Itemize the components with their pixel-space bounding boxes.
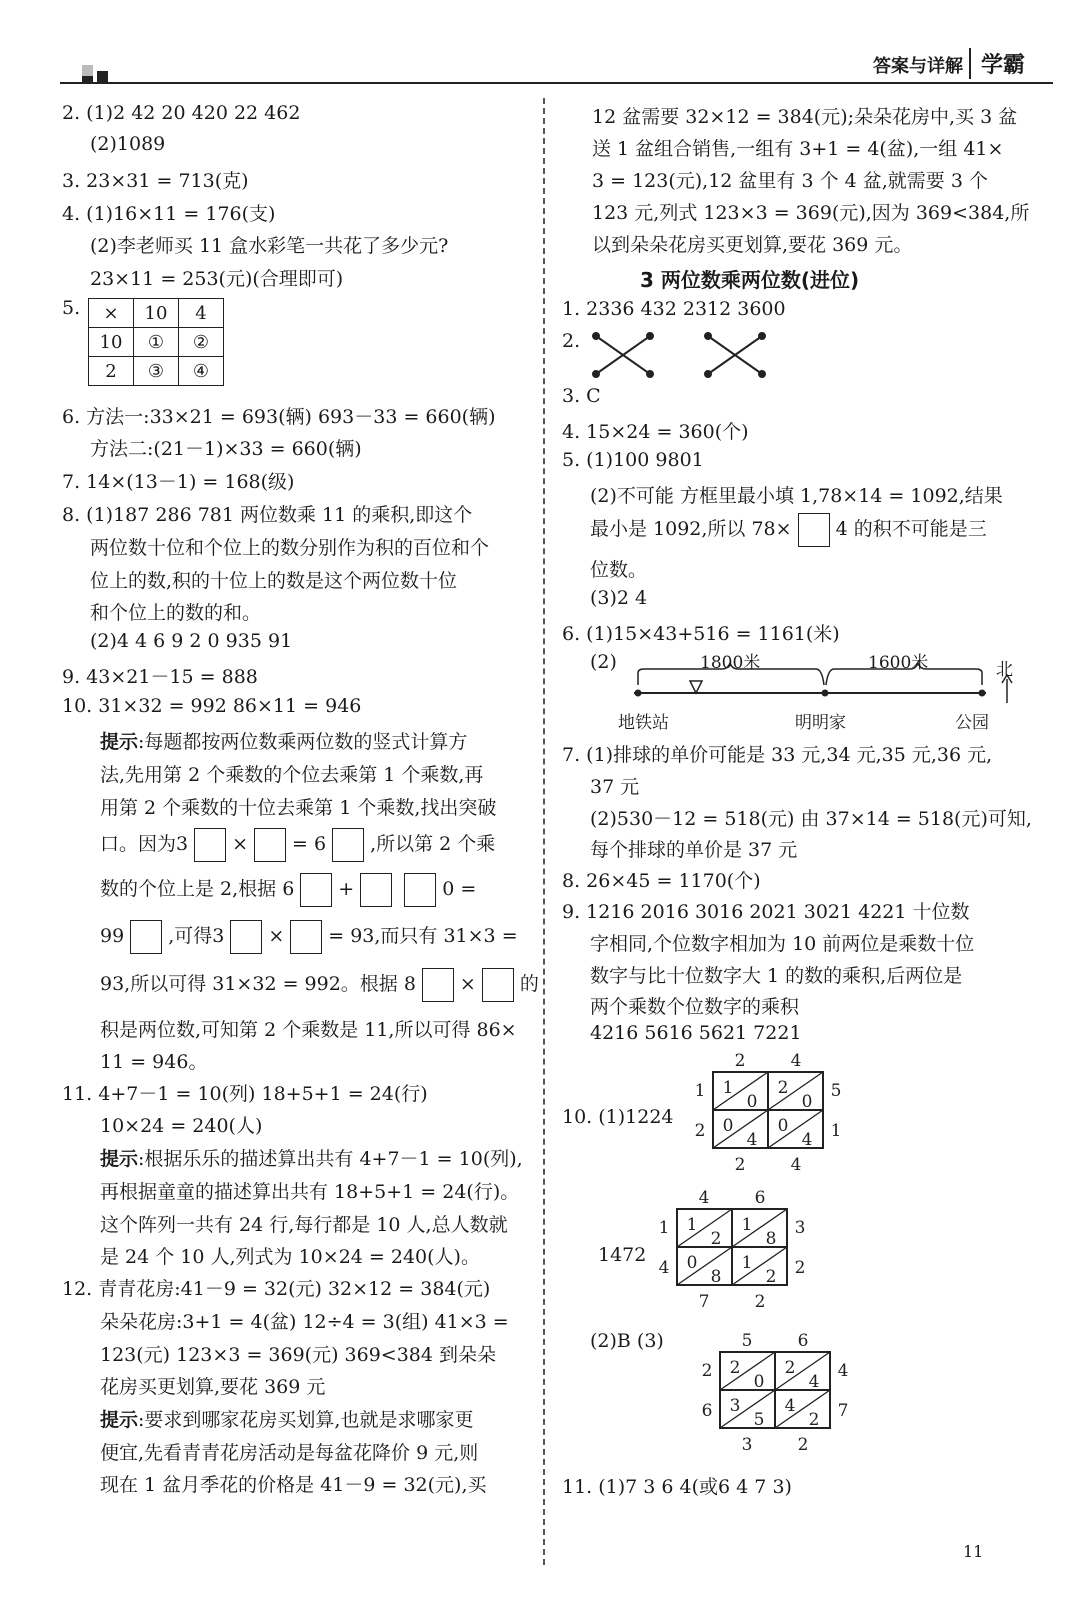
hint-text: ×	[459, 973, 476, 995]
table-cell: 2	[89, 357, 134, 386]
lattice-digit: 1	[741, 1215, 753, 1235]
answer-r10-2: (2)B (3)	[590, 1330, 664, 1352]
answer-2-1: 2. (1)2 42 20 420 22 462	[62, 102, 301, 124]
table-cell: ③	[134, 357, 179, 386]
lattice-digit: 4	[837, 1361, 849, 1381]
hint-text: 数的个位上是 2,根据 6	[100, 878, 295, 900]
route-distance-1: 1800米	[700, 653, 761, 673]
hint-text: ×	[268, 925, 285, 947]
lattice-digit: 5	[753, 1410, 765, 1430]
blank-box	[300, 873, 332, 907]
continued-line-3: 3 = 123(元),12 盆里有 3 个 4 盆,就需要 3 个	[592, 170, 988, 192]
answer-4-1: 4. (1)16×11 = 176(支)	[62, 203, 276, 225]
answer-8-4: 和个位上的数的和。	[90, 602, 262, 624]
lattice-digit: 6	[797, 1331, 809, 1351]
table-cell: 4	[179, 299, 224, 328]
matching-lines-diagram	[590, 330, 780, 380]
lattice-digit: 8	[765, 1229, 777, 1249]
lattice-digit: 0	[801, 1092, 813, 1112]
blank-box	[130, 920, 162, 954]
lattice-digit: 3	[729, 1396, 741, 1416]
section-title: 3 两位数乘两位数(进位)	[640, 268, 860, 292]
page-number: 11	[963, 1542, 984, 1561]
answer-8-3: 位上的数,积的十位上的数是这个两位数十位	[90, 570, 458, 592]
answer-5-number: 5.	[62, 297, 81, 319]
lattice-digit: 1	[686, 1215, 698, 1235]
answer-r6-1: 6. (1)15×43+516 = 1161(米)	[562, 623, 840, 645]
blank-box	[798, 513, 830, 547]
lattice-digit: 7	[837, 1401, 849, 1421]
blank-box	[254, 828, 286, 862]
answer-r10-1472: 1472	[598, 1244, 647, 1266]
lattice-grid-3	[695, 1330, 855, 1460]
answer-r5-4: 位数。	[590, 559, 648, 581]
lattice-digit: 4	[790, 1051, 802, 1071]
answer-r9-2: 字相同,个位数字相加为 10 前两位是乘数十位	[590, 933, 975, 955]
lattice-digit: 8	[710, 1267, 722, 1287]
answer-3: 3. 23×31 = 713(克)	[62, 170, 249, 192]
hint-text: +	[338, 878, 355, 900]
blank-box	[404, 873, 436, 907]
answer-2-2: (2)1089	[90, 133, 166, 155]
hint-text: = 93,而只有 31×3 =	[328, 925, 518, 947]
lattice-digit: 0	[686, 1253, 698, 1273]
answer-8-2: 两位数十位和个位上的数分别作为积的百位和个	[90, 537, 490, 559]
lattice-grid-2	[652, 1187, 812, 1317]
answer-r5-5: (3)2 4	[590, 587, 648, 609]
lattice-digit: 2	[734, 1155, 746, 1175]
hint-text: :根据乐乐的描述算出共有 4+7－1 = 10(列),	[138, 1148, 523, 1170]
answer-r7-2: 37 元	[590, 776, 640, 798]
hint-12-line-2: 便宜,先看青青花房活动是每盆花降价 9 元,则	[100, 1442, 479, 1464]
continued-line-4: 123 元,列式 123×3 = 369(元),因为 369<384,所	[592, 202, 1030, 224]
table-cell: ②	[179, 328, 224, 357]
table-cell: 10	[134, 299, 179, 328]
lattice-digit: 2	[729, 1358, 741, 1378]
lattice-grid-1	[688, 1050, 848, 1180]
answer-r7-1: 7. (1)排球的单价可能是 33 元,34 元,35 元,36 元,	[562, 744, 993, 766]
hint-12-line-1	[100, 1405, 473, 1432]
lattice-digit: 7	[698, 1292, 710, 1312]
lattice-digit: 1	[830, 1121, 842, 1141]
hint-11-line-4: 是 24 个 10 人,列式为 10×24 = 240(人)。	[100, 1246, 480, 1268]
answer-r8: 8. 26×45 = 1170(个)	[562, 870, 761, 892]
answer-r2: 2.	[562, 330, 581, 352]
hint-text: :要求到哪家花房买划算,也就是求哪家更	[138, 1409, 474, 1431]
lattice-digit: 2	[701, 1361, 713, 1381]
lattice-digit: 2	[754, 1292, 766, 1312]
hint-text: :每题都按两位数乘两位数的竖式计算方	[138, 731, 468, 753]
hint-text: 99	[100, 925, 125, 947]
answer-r11: 11. (1)7 3 6 4(或6 4 7 3)	[562, 1476, 792, 1498]
answer-r6-2: (2)	[590, 651, 617, 673]
blank-box	[482, 968, 514, 1002]
continued-line-1: 12 盆需要 32×12 = 384(元);朵朵花房中,买 3 盆	[592, 106, 1018, 128]
hint-10-line-6	[100, 920, 518, 954]
lattice-digit: 6	[701, 1401, 713, 1421]
lattice-digit: 5	[741, 1331, 753, 1351]
answer-r3: 3. C	[562, 385, 601, 407]
table-cell: ④	[179, 357, 224, 386]
hint-10-line-7	[100, 968, 539, 1002]
answer-12-3: 123(元) 123×3 = 369(元) 369<384 到朵朵	[100, 1344, 497, 1366]
answer-12-4: 花房买更划算,要花 369 元	[100, 1376, 326, 1398]
answer-11-1: 11. 4+7－1 = 10(列) 18+5+1 = 24(行)	[62, 1083, 428, 1105]
lattice-digit: 4	[784, 1396, 796, 1416]
answer-r7-4: 每个排球的单价是 37 元	[590, 839, 798, 861]
table-cell: 10	[89, 328, 134, 357]
hint-label: 提示	[100, 1409, 139, 1431]
lattice-digit: 0	[753, 1372, 765, 1392]
lattice-digit: 4	[698, 1188, 710, 1208]
lattice-digit: 2	[808, 1410, 820, 1430]
answer-6-2: 方法二:(21－1)×33 = 660(辆)	[90, 438, 362, 460]
lattice-digit: 2	[797, 1435, 809, 1455]
hint-text: 的	[519, 973, 539, 995]
route-distance-2: 1600米	[868, 653, 929, 673]
answer-12-1: 12. 青青花房:41－9 = 32(元) 32×12 = 384(元)	[62, 1278, 491, 1300]
answer-10: 10. 31×32 = 992 86×11 = 946	[62, 695, 362, 717]
hint-text: = 6	[292, 833, 327, 855]
lattice-digit: 2	[794, 1258, 806, 1278]
hint-text: ×	[232, 833, 249, 855]
hint-10-line-3: 用第 2 个乘数的十位去乘第 1 个乘数,找出突破	[100, 797, 497, 819]
answer-r5-2: (2)不可能 方框里最小填 1,78×14 = 1092,结果	[590, 485, 1003, 507]
blank-box	[360, 873, 392, 907]
lattice-digit: 0	[746, 1092, 758, 1112]
answer-r5-1: 5. (1)100 9801	[562, 449, 704, 471]
lattice-digit: 4	[801, 1130, 813, 1150]
header-brand: 学霸	[969, 48, 1025, 79]
answer-9: 9. 43×21－15 = 888	[62, 666, 258, 688]
blank-box	[290, 920, 322, 954]
lattice-digit: 2	[694, 1121, 706, 1141]
table-cell: ×	[89, 299, 134, 328]
answer-r1: 1. 2336 432 2312 3600	[562, 298, 786, 320]
lattice-digit: 0	[722, 1116, 734, 1136]
lattice-digit: 3	[794, 1218, 806, 1238]
lattice-digit: 1	[741, 1253, 753, 1273]
hint-text: 93,所以可得 31×32 = 992。根据 8	[100, 973, 416, 995]
hint-11-line-3: 这个阵列一共有 24 行,每行都是 10 人,总人数就	[100, 1214, 508, 1236]
hint-10-line-9: 11 = 946。	[100, 1051, 208, 1073]
hint-11-line-1	[100, 1144, 523, 1171]
answer-r9-3: 数字与比十位数字大 1 的数的乘积,后两位是	[590, 965, 963, 987]
hint-10-line-8: 积是两位数,可知第 2 个乘数是 11,所以可得 86×	[100, 1019, 517, 1041]
answer-4-2: (2)李老师买 11 盒水彩笔一共花了多少元?	[90, 235, 449, 257]
hint-10-line-2: 法,先用第 2 个乘数的个位去乘第 1 个乘数,再	[100, 764, 484, 786]
answer-r4: 4. 15×24 = 360(个)	[562, 421, 749, 443]
hint-text: ,所以第 2 个乘	[370, 833, 496, 855]
lattice-digit: 4	[790, 1155, 802, 1175]
lattice-digit: 3	[741, 1435, 753, 1455]
answer-r9-1: 9. 1216 2016 3016 2021 3021 4221 十位数	[562, 901, 970, 923]
continued-line-5: 以到朵朵花房买更划算,要花 369 元。	[592, 234, 913, 256]
answer-r9-5: 4216 5616 5621 7221	[590, 1022, 802, 1044]
lattice-digit: 2	[734, 1051, 746, 1071]
answer-r5-3	[590, 513, 987, 547]
lattice-digit: 4	[808, 1372, 820, 1392]
lattice-digit: 0	[777, 1116, 789, 1136]
hint-text: 0 =	[442, 878, 477, 900]
multiplication-table	[88, 298, 224, 386]
lattice-digit: 1	[722, 1078, 734, 1098]
lattice-digit: 5	[830, 1081, 842, 1101]
place-home: 明明家	[795, 713, 846, 733]
hint-label: 提示	[100, 1148, 139, 1170]
hint-label: 提示	[100, 731, 139, 753]
lattice-digit: 1	[658, 1218, 670, 1238]
answer-8-1: 8. (1)187 286 781 两位数乘 11 的乘积,即这个	[62, 504, 473, 526]
hint-10-line-4	[100, 828, 495, 862]
header-rule	[60, 82, 1053, 84]
place-park: 公园	[955, 713, 989, 733]
blank-box	[422, 968, 454, 1002]
answer-r10-1: 10. (1)1224	[562, 1106, 674, 1128]
answer-r9-4: 两个乘数个位数字的乘积	[590, 996, 800, 1018]
answer-7: 7. 14×(13－1) = 168(级)	[62, 471, 295, 493]
lattice-digit: 6	[754, 1188, 766, 1208]
blank-box	[230, 920, 262, 954]
lattice-digit: 2	[765, 1267, 777, 1287]
hint-10-line-5	[100, 873, 476, 907]
answer-12-2: 朵朵花房:3+1 = 4(盆) 12÷4 = 3(组) 41×3 =	[100, 1311, 509, 1333]
lattice-digit: 2	[710, 1229, 722, 1249]
column-divider	[543, 98, 545, 1565]
header-title: 答案与详解	[873, 56, 963, 77]
north-label: 北	[996, 660, 1013, 680]
hint-text: 口。因为3	[100, 833, 189, 855]
hint-12-line-3: 现在 1 盆月季花的价格是 41－9 = 32(元),买	[100, 1474, 487, 1496]
hint-11-line-2: 再根据童童的描述算出共有 18+5+1 = 24(行)。	[100, 1181, 520, 1203]
lattice-digit: 1	[694, 1081, 706, 1101]
blank-box	[332, 828, 364, 862]
lattice-digit: 4	[746, 1130, 758, 1150]
answer-r7-3: (2)530－12 = 518(元) 由 37×14 = 518(元)可知,	[590, 808, 1032, 830]
blank-box	[194, 828, 226, 862]
lattice-digit: 2	[777, 1078, 789, 1098]
continued-line-2: 送 1 盆组合销售,一组有 3+1 = 4(盆),一组 41×	[592, 138, 1004, 160]
answer-text: 4 的积不可能是三	[835, 518, 987, 540]
answer-text: 最小是 1092,所以 78×	[590, 518, 792, 540]
hint-text: ,可得3	[168, 925, 225, 947]
table-cell: ①	[134, 328, 179, 357]
lattice-digit: 4	[658, 1258, 670, 1278]
answer-4-3: 23×11 = 253(元)(合理即可)	[90, 268, 344, 290]
answer-8-5: (2)4 4 6 9 2 0 935 91	[90, 630, 293, 652]
lattice-digit: 2	[784, 1358, 796, 1378]
answer-6-1: 6. 方法一:33×21 = 693(辆) 693－33 = 660(辆)	[62, 406, 496, 428]
hint-10-line-1	[100, 727, 467, 754]
place-subway: 地铁站	[618, 713, 669, 733]
answer-11-2: 10×24 = 240(人)	[100, 1115, 263, 1137]
